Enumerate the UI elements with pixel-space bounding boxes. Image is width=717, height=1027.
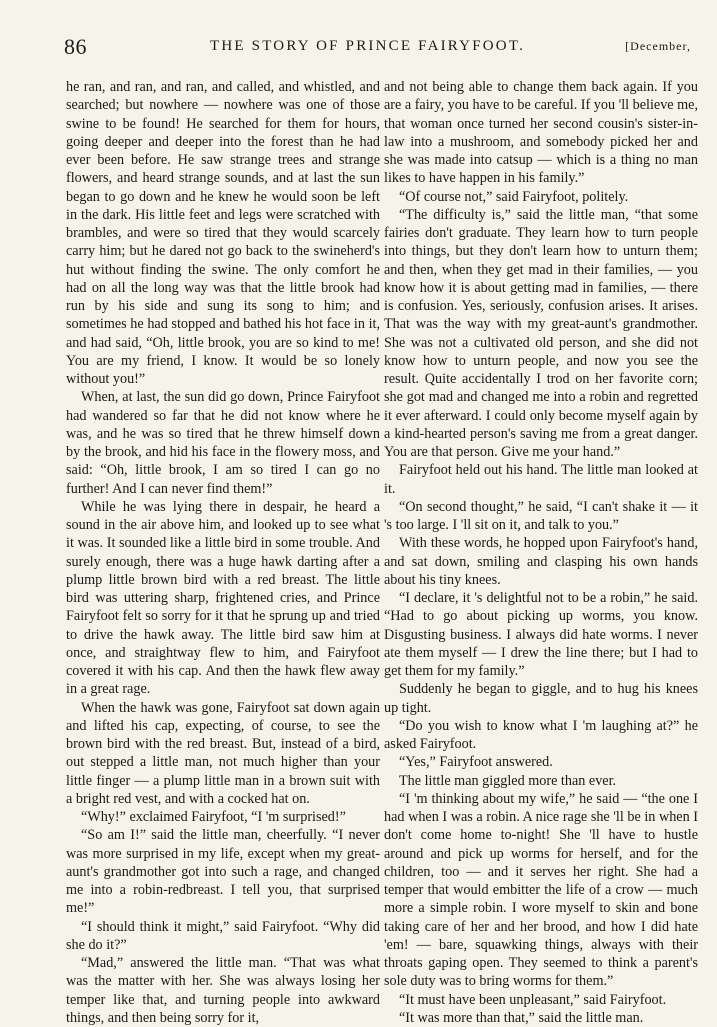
- paragraph: “Yes,” Fairyfoot answered.: [399, 754, 553, 771]
- paragraph: Suddenly he began to giggle, and to hug his knees up tight.: [384, 681, 698, 716]
- running-title: THE STORY OF PRINCE FAIRYFOOT.: [209, 38, 526, 54]
- paragraph: “It must have been unpleasant,” said Fairyfoot.: [399, 991, 667, 1008]
- paragraph: “I should think it might,” said Fairyfoot. “Why did she do it?”: [66, 918, 380, 953]
- paragraph: The little man giggled more than ever.: [399, 772, 617, 789]
- paragraph: When, at last, the sun did go down, Prince Fairyfoot had wandered so far that he did not know where he was, and he was so tired that he threw himself down by the brook, and hid his face in the flowery moss, and said: “Oh, little brook, I am so tired I can go no further! And I can never find them!”: [66, 389, 380, 497]
- paragraph: When the hawk was gone, Fairyfoot sat down again and lifted his cap, expecting, of course, to see the brown bird with the red breast. But, instead of a bird, out stepped a little man, not much higher than your little finger — a plump little man in a brown suit with a bright red vest, and with a cocked hat on.: [66, 699, 380, 807]
- paragraph: “Mad,” answered the little man. “That was what was the matter with her. She was always losing her temper like that, and turning people into awkward things, and then being sorry for it,: [66, 955, 380, 1026]
- paragraph: “Do you wish to know what I 'm laughing at?” he asked Fairyfoot.: [384, 717, 698, 752]
- paragraph: “It was more than that,” said the little man.: [399, 1009, 644, 1026]
- issue-month: [December,: [625, 39, 691, 53]
- paragraph: “The difficulty is,” said the little man, “that some fairies don't graduate. They learn how to turn people into things, but they don't learn how to unturn them; and then, when they get mad in their families, — you know how it is about getting mad in families, — there is confusion. Yes, seriously, confusion arises. It arises. That was the way with my great-aunt's grandmother. She was not a cultivated old person, and she did not know how to unturn people, and now you see the result. Quite accidentally I trod on her favorite corn; she got mad and changed me into a robin and regretted it ever afterward. I could only become myself again by a kind-hearted person's saving me from a great danger. You are that person. Give me your hand.”: [384, 206, 698, 460]
- paragraph: “So am I!” said the little man, cheerfully. “I never was more surprised in my life, except when my great-aunt's grandmother got into such a rage, and changed me into a robin-redbreast. I tell you, that surprised me!”: [66, 827, 380, 917]
- right-column: [384, 78, 698, 1027]
- paragraph: While he was lying there in despair, he heard a sound in the air above him, and looked up to see what it was. It sounded like a little bird in some trouble. And surely enough, there was a huge hawk darting after a plump little brown bird with a red breast. The little bird was uttering sharp, frightened cries, and Prince Fairyfoot felt so sorry for it that he sprung up and tried to drive the hawk away. The little bird saw him at once, and straightway flew to him, and Fairyfoot covered it with his cap. And then the hawk flew away in a great rage.: [66, 498, 380, 698]
- paragraph: “I declare, it 's delightful not to be a robin,” he said. “Had to go about picking up worms, you know. Disgusting business. I always did hate worms. I never ate them myself — I drew the line there; but I had to get them for my family.”: [384, 590, 698, 679]
- left-column: [66, 78, 380, 1027]
- paragraph: Fairyfoot held out his hand. The little man looked at it.: [384, 462, 698, 497]
- paragraph: “Of course not,” said Fairyfoot, politely.: [399, 188, 629, 205]
- paragraph: and not being able to change them back again. If you are a fairy, you have to be careful. If you 'll believe me, that woman once turned her second cousin's sister-in-law into a mushroom, and somebody picked her and she was made into catsup — which is a thing no man likes to have happen in his family.”: [384, 79, 699, 187]
- paragraph: “On second thought,” he said, “I can't shake it — it 's too large. I 'll sit on it, and talk to you.”: [384, 498, 698, 533]
- page-header: [40, 24, 695, 58]
- paragraph: he ran, and ran, and ran, and called, and whistled, and searched; but nowhere — nowhere was one of those swine to be found! He searched for them for hours, going deeper and deeper into the forest than he had ever been before. He saw strange trees and strange flowers, and heard strange sounds, and at last the sun began to go down and he knew he would soon be left in the dark. His little feet and legs were scratched with brambles, and were so tired that they would scarcely carry him; but he dared not go back to the swineherd's hut without finding the swine. The only comfort he had on all the long way was that the little brook had run by his side and sung its song to him; and sometimes he had stopped and bathed his hot face in it, and had said, “Oh, little brook, you are so kind to me! You are my friend, I know. It would be so lonely without you!”: [66, 79, 380, 387]
- paragraph: “Why!” exclaimed Fairyfoot, “I 'm surprised!”: [81, 809, 346, 825]
- page-number: 86: [64, 34, 87, 59]
- paragraph: “I 'm thinking about my wife,” he said — “the one I had when I was a robin. A nice rage she 'll be in when I don't come home to-night! She 'll have to hustle around and pick up worms for herself, and for the children, too — and it serves her right. She had a temper that would embitter the life of a crow — much more a simple robin. I wore myself to skin and bone taking care of her and her brood, and how I did hate 'em! — bare, squawking things, always with their throats gaping open. They seemed to think a parent's sole duty was to bring worms for them.”: [384, 790, 698, 990]
- paragraph: With these words, he hopped upon Fairyfoot's hand, and sat down, smiling and clasping his own hands about his tiny knees.: [384, 535, 698, 588]
